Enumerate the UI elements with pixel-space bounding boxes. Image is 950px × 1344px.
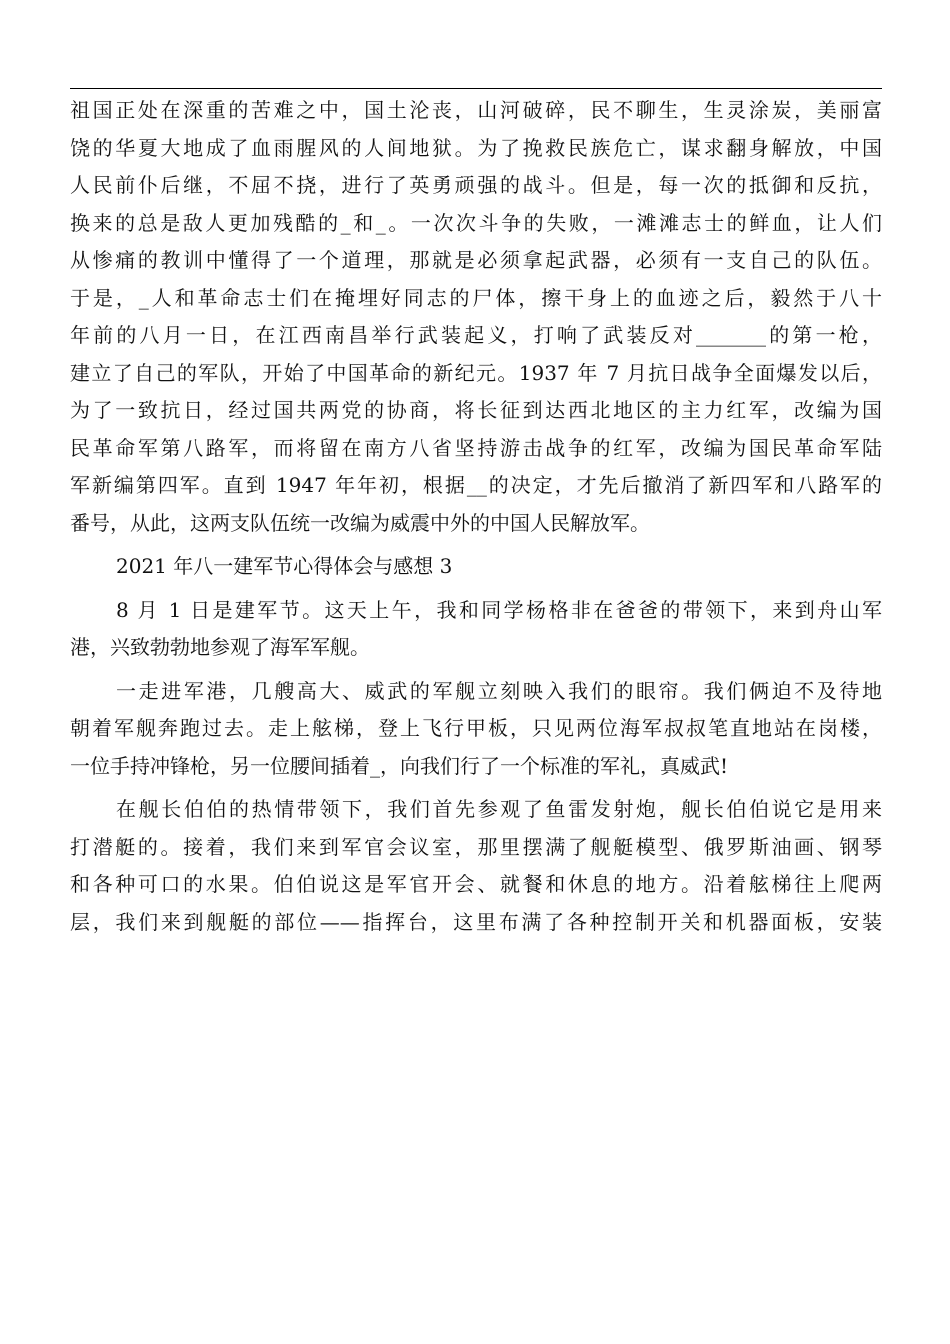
paragraph-2 xyxy=(70,592,882,667)
text-line: 年前的八月一日，在江西南昌举行武装起义，打响了武装反对_______的第一枪， xyxy=(70,323,882,347)
text-line: 建立了自己的军队，开始了中国革命的新纪元。1937 年 7 月抗日战争全面爆发以后， xyxy=(70,360,882,385)
paragraph-4 xyxy=(70,791,882,941)
text-line: 祖国正处在深重的苦难之中，国土沦丧，山河破碎，民不聊生，生灵涂炭，美丽富 xyxy=(70,98,882,122)
text-line: 换来的总是敌人更加残酷的_和_。一次次斗争的失败，一滩滩志士的鲜血，让人们 xyxy=(70,210,882,235)
text-line: 从惨痛的教训中懂得了一个道理，那就是必须拿起武器，必须有一支自己的队伍。 xyxy=(70,248,882,272)
paragraph-3 xyxy=(70,673,882,786)
text-line: 于是，_人和革命志士们在掩埋好同志的尸体，擦干身上的血迹之后，毅然于八十 xyxy=(70,285,882,310)
text-line: 军新编第四军。直到 1947 年年初，根据__的决定，才先后撤消了新四军和八路军的 xyxy=(70,473,882,497)
text-line: 一走进军港，几艘高大、威武的军舰立刻映入我们的眼帘。我们俩迫不及待地 xyxy=(116,678,882,703)
paragraph-1 xyxy=(70,92,882,542)
text-line: 为了一致抗日，经过国共两党的协商，将长征到达西北地区的主力红军，改编为国 xyxy=(70,398,882,422)
text-line: 朝着军舰奔跑过去。走上舷梯，登上飞行甲板，只见两位海军叔叔笔直地站在岗楼， xyxy=(70,716,882,740)
text-line: 8 月 1 日是建军节。这天上午，我和同学杨格非在爸爸的带领下，来到舟山军 xyxy=(116,597,882,622)
text-line: 在舰长伯伯的热情带领下，我们首先参观了鱼雷发射炮，舰长伯伯说它是用来 xyxy=(116,797,882,821)
text-line: 饶的华夏大地成了血雨腥风的人间地狱。为了挽救民族危亡，谋求翻身解放，中国 xyxy=(70,135,882,160)
text-line: 和各种可口的水果。伯伯说这是军官开会、就餐和休息的地方。沿着舷梯往上爬两 xyxy=(70,872,882,896)
document-body xyxy=(70,92,882,941)
section-heading: 2021 年八一建军节心得体会与感想 3 xyxy=(116,554,453,578)
text-line: 番号，从此，这两支队伍统一改编为威震中外的中国人民解放军。 xyxy=(70,510,650,535)
text-line: 人民前仆后继，不屈不挠，进行了英勇顽强的战斗。但是，每一次的抵御和反抗， xyxy=(70,173,882,197)
text-line: 港，兴致勃勃地参观了海军军舰。 xyxy=(70,635,370,659)
text-line: 一位手持冲锋枪，另一位腰间插着_，向我们行了一个标准的军礼，真威武! xyxy=(70,753,729,778)
text-line: 打潜艇的。接着，我们来到军官会议室，那里摆满了舰艇模型、俄罗斯油画、钢琴 xyxy=(70,834,882,859)
text-line: 层，我们来到舰艇的部位——指挥台，这里布满了各种控制开关和机器面板，安装 xyxy=(70,909,882,934)
header-rule xyxy=(70,88,882,89)
text-line: 民革命军第八路军，而将留在南方八省坚持游击战争的红军，改编为国民革命军陆 xyxy=(70,435,882,460)
